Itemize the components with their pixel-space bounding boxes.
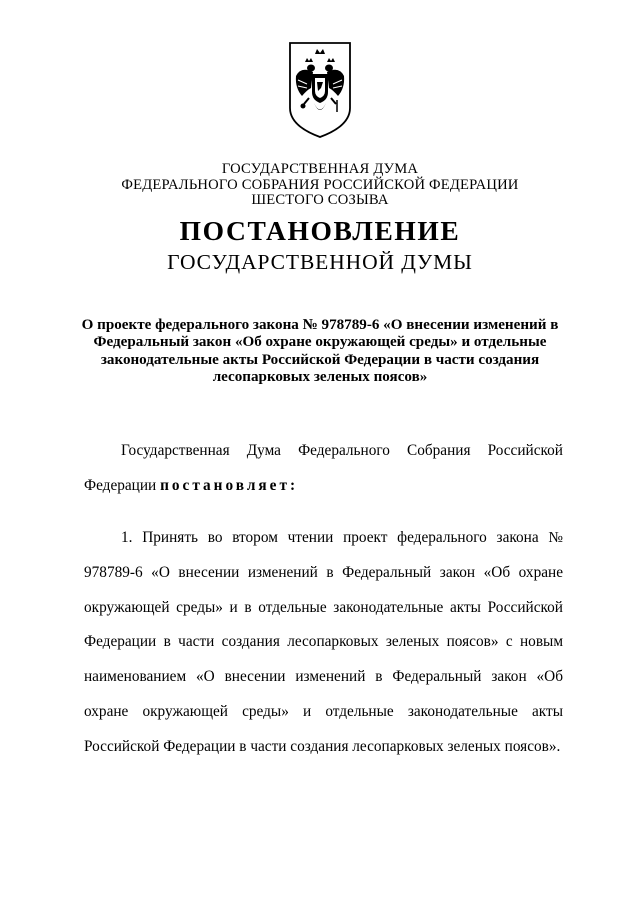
subject-line-2: Федеральный закон «Об охране окружающей среды» и отдельные [93, 334, 547, 351]
subject-line-3: законодательные акты Российской Федерации в части создания [100, 351, 540, 368]
document-subject [0, 317, 640, 387]
subject-line-4: лесопарковых зеленых поясов» [212, 369, 428, 386]
issuer-line-1: ГОСУДАРСТВЕННАЯ ДУМА [221, 161, 419, 177]
preamble-emphasis: постановляет: [160, 476, 299, 494]
resolution-preamble [84, 434, 563, 504]
preamble-text: Государственная Дума Федерального Собрания Российской Федерации [84, 442, 563, 494]
coat-of-arms-emblem [287, 40, 353, 140]
issuer-block [0, 162, 640, 209]
issuer-line-3: ШЕСТОГО СОЗЫВА [251, 192, 389, 208]
resolution-item-1: 1. Принять во втором чтении проект федерального закона № 978789-6 «О внесении изменений в Федеральный закон «Об охране окружающей среды» и в отдельные законодательные акты Российской Федерации в части создания лесопарковых зеленых поясов» с новым наименованием «О внесении изменений в Федеральный закон «Об охране окружающей среды» и отдельные законодательные акты Российской Федерации в части создания лесопарковых зеленых поясов». [84, 529, 563, 755]
issuer-line-2: ФЕДЕРАЛЬНОГО СОБРАНИЯ РОССИЙСКОЙ ФЕДЕРАЦИИ [121, 176, 519, 193]
document-subtype-title: ГОСУДАРСТВЕННОЙ ДУМЫ [167, 250, 473, 274]
document-type-title: ПОСТАНОВЛЕНИЕ [179, 215, 461, 246]
subject-line-1: О проекте федерального закона № 978789-6 «О внесении изменений в [81, 317, 559, 333]
